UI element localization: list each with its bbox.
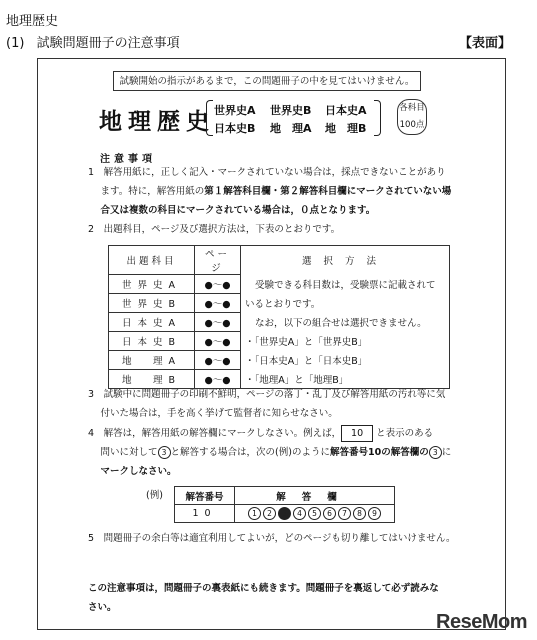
answer-bubble-icon: 9	[368, 507, 381, 520]
table-cell-subject: 地 理B	[109, 370, 195, 389]
subject-label: 日本史B	[214, 122, 256, 135]
example-bubbles	[235, 505, 395, 523]
example-header-row	[175, 487, 395, 505]
example-header-column: 解答欄	[235, 487, 395, 505]
answer-bubble-icon: 2	[263, 507, 276, 520]
subject-label: 世界史A	[214, 104, 256, 117]
example-row	[175, 505, 395, 523]
example-answer-table	[174, 486, 395, 523]
table-row	[109, 332, 450, 351]
note-4	[88, 424, 503, 481]
table-cell-method: ・「地理A」と「地理B」	[241, 370, 450, 389]
note-text: と解答する場合は，次の(例)のように	[170, 447, 330, 458]
note-text: 問いに対して	[100, 447, 158, 458]
answer-bubble-icon: 3	[278, 507, 291, 520]
table-header: 出題科目	[109, 246, 195, 275]
example-label: (例)	[146, 490, 163, 501]
table-cell-method: ・「世界史A」と「世界史B」	[241, 332, 450, 351]
table-cell-subject: 日本史B	[109, 332, 195, 351]
table-header: ページ	[195, 246, 241, 275]
header-side-label: 【表面】	[458, 36, 511, 51]
exam-title: 地理歴史	[99, 108, 215, 135]
table-cell-method: いるとおりです。	[241, 294, 450, 313]
table-cell-pages: ●〜●	[195, 332, 241, 351]
note-text: 付いた場合は，手を高く挙げて監督者に知らせなさい。	[100, 408, 338, 419]
table-cell-pages: ●〜●	[195, 294, 241, 313]
note-number: 3	[88, 389, 95, 400]
subject-label: 世界史B	[270, 104, 312, 117]
table-cell-pages: ●〜●	[195, 313, 241, 332]
note-text-bold: 第１解答科目欄・第２解答科目欄にマークされていない場	[204, 186, 452, 197]
example-header-number: 解答番号	[175, 487, 235, 505]
header-item-title: 試験問題冊子の注意事項	[36, 36, 180, 51]
header-subject: 地理歴史	[6, 14, 59, 29]
table-cell-method: なお，以下の組合せは選択できません。	[241, 313, 450, 332]
note-number: 1	[88, 167, 95, 178]
start-notice-box: 試験開始の指示があるまで，この問題冊子の中を見てはいけません。	[113, 71, 421, 91]
table-row	[109, 313, 450, 332]
footer-line: この注意事項は，問題冊子の裏表紙にも続きます。問題冊子を裏返して必ず読みな	[88, 583, 439, 594]
table-row	[109, 275, 450, 294]
note-5	[88, 529, 498, 548]
table-cell-subject: 世界史A	[109, 275, 195, 294]
answer-bubble-icon: 7	[338, 507, 351, 520]
table-row	[109, 351, 450, 370]
answer-bubble-icon: 4	[293, 507, 306, 520]
answer-bubble-icon: 1	[248, 507, 261, 520]
note-number: 4	[88, 428, 95, 439]
note-text: 解答用紙に，正しく記入・マークされていない場合は，採点できないことがあり	[103, 167, 446, 178]
note-number: 5	[88, 533, 95, 544]
table-cell-pages: ●〜●	[195, 351, 241, 370]
table-row	[109, 294, 450, 313]
answer-bubble-icon: 5	[308, 507, 321, 520]
subject-bracket-right	[374, 100, 381, 136]
subjects-table	[108, 245, 450, 389]
notes-heading: 注意事項	[100, 154, 156, 165]
table-cell-method: ・「日本史A」と「日本史B」	[241, 351, 450, 370]
note-text-bold: マークしなさい。	[100, 466, 177, 477]
answer-bubble-icon: 8	[353, 507, 366, 520]
answer-number-box: 10	[341, 425, 373, 442]
table-cell-pages: ●〜●	[195, 370, 241, 389]
table-cell-subject: 地 理A	[109, 351, 195, 370]
table-cell-subject: 日本史A	[109, 313, 195, 332]
header-item-number: (1)	[6, 36, 25, 51]
score-line-1: 各科目	[399, 103, 425, 113]
table-cell-subject: 世界史B	[109, 294, 195, 313]
score-line-2: 100点	[399, 120, 425, 130]
note-text: 解答は，解答用紙の解答欄にマークしなさい。例えば，	[103, 428, 342, 439]
resemom-logo: ReseMom	[436, 611, 527, 633]
score-note	[397, 99, 427, 135]
answer-bubble-icon: 6	[323, 507, 336, 520]
subject-label: 地 理A	[270, 122, 312, 135]
note-text: 試験中に問題冊子の印刷不鮮明，ページの落丁・乱丁及び解答用紙の汚れ等に気	[103, 389, 446, 400]
example-answer-number: 10	[175, 505, 235, 523]
subject-label: 地 理B	[325, 122, 367, 135]
note-text: に	[441, 447, 452, 458]
table-cell-method: 受験できる科目数は，受験票に記載されて	[241, 275, 450, 294]
table-header: 選択方法	[241, 246, 450, 275]
header-item	[6, 32, 180, 51]
note-text-bold: 解答番号10の解答欄の	[329, 447, 429, 458]
note-text: 問題冊子の余白等は適宜利用してよいが，どのページも切り離してはいけません。	[103, 533, 456, 544]
note-text: ます。特に，解答用紙の	[100, 186, 205, 197]
note-text: と表示のある	[376, 428, 434, 439]
exam-cover-sheet	[37, 58, 506, 630]
note-text: 出題科目，ページ及び選択方法は，下表のとおりです。	[103, 224, 341, 235]
circled-answer-icon: 3	[429, 446, 442, 459]
note-2	[88, 220, 498, 239]
note-text-bold: 合又は複数の科目にマークされている場合は，０点となります。	[100, 205, 376, 216]
subject-bracket-left	[206, 100, 213, 136]
table-cell-pages: ●〜●	[195, 275, 241, 294]
footer-line: さい。	[88, 602, 117, 613]
note-number: 2	[88, 224, 95, 235]
note-3	[88, 385, 498, 423]
footer-note	[88, 579, 488, 617]
note-1	[88, 163, 498, 220]
circled-answer-icon: 3	[158, 446, 171, 459]
subject-label: 日本史A	[325, 104, 367, 117]
table-header-row	[109, 246, 450, 275]
